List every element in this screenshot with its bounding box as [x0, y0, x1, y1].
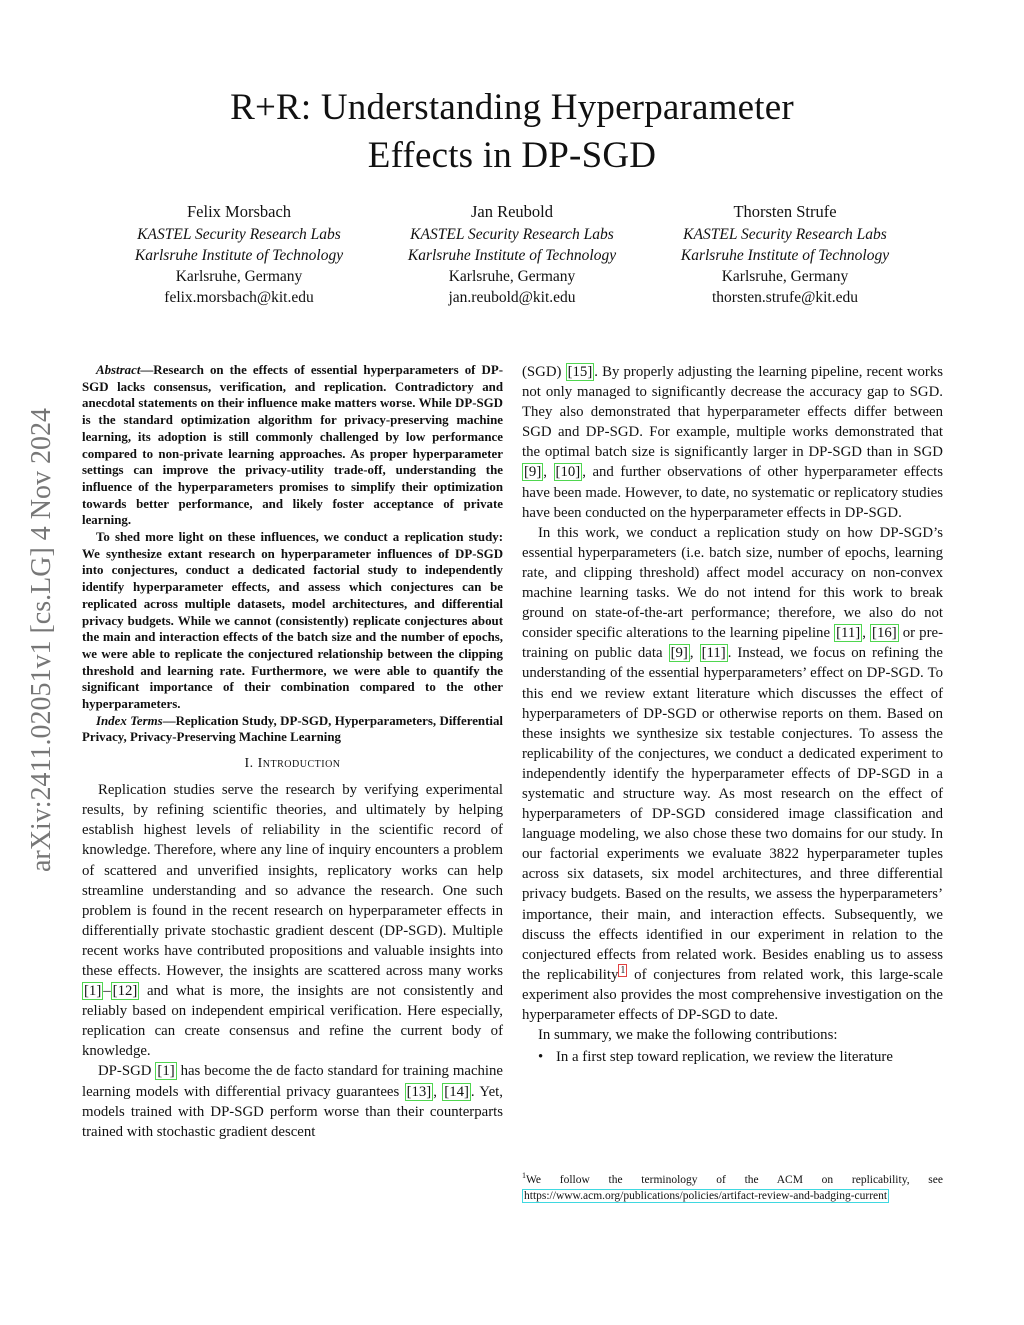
author-email: jan.reubold@kit.edu	[448, 289, 576, 306]
text-run: has become the de facto standard for training machine learning models with differential privacy guarantees	[82, 1063, 503, 1100]
intro-paragraph-1	[82, 780, 503, 1061]
left-column	[82, 362, 503, 1142]
text-run: . By properly adjusting the learning pipeline, recent works not only managed to significantly decrease the accuracy gap to SGD. They also demonstrated that hyperparameter effects differ between SGD and DP-SGD. For example, multiple works demonstrated that the optimal batch size is significantly larger in DP-SGD than in SGD	[522, 364, 944, 461]
section-title: Introduction	[257, 756, 341, 772]
citation-link[interactable]: [13]	[406, 1083, 432, 1100]
author-email: thorsten.strufe@kit.edu	[712, 289, 858, 306]
intro-left-body	[82, 780, 503, 1142]
author-lab: KASTEL Security Research Labs	[683, 226, 887, 243]
abstract-paragraph-1	[82, 362, 503, 529]
author-name: Jan Reubold	[470, 202, 554, 221]
author-2	[362, 200, 662, 308]
section-heading-introduction	[82, 756, 503, 772]
text-run: . Yet, models trained with DP-SGD perform worse than their counterparts trained with stochastic gradient descent	[82, 1083, 503, 1140]
author-institute: Karlsruhe Institute of Technology	[680, 247, 890, 264]
right-column	[522, 362, 943, 1067]
contribution-bullet	[522, 1047, 943, 1067]
text-run: of conjectures from related work, this large-scale experiment also provides the most comprehensive investigation on the hyperparameter effects of DP-SGD to date.	[522, 966, 943, 1023]
text-run: In this work, we conduct a replication study on how DP-SGD’s essential hyperparameters (i.e. batch size, number of epochs, learning rate, and clipping threshold) affect model accuracy on non-convex machine learning tasks. We do not intend for this work to break ground on state-of-the-art performance; therefore, we also do not consider specific alterations to the learning pipeline	[522, 524, 943, 642]
author-location: Karlsruhe, Germany	[721, 268, 849, 285]
index-terms	[82, 713, 503, 746]
text-run: ,	[862, 625, 871, 642]
citation-link[interactable]: [16]	[872, 625, 897, 642]
index-terms-lead: Index Terms	[96, 713, 163, 728]
author-lab: KASTEL Security Research Labs	[410, 226, 614, 243]
citation-link[interactable]: [9]	[524, 464, 542, 481]
text-run: (SGD)	[522, 364, 566, 380]
paper-title	[0, 84, 1024, 180]
text-run: ,	[689, 645, 700, 662]
citation-link[interactable]: [9]	[670, 645, 688, 662]
footnote-text: We follow the terminology of the ACM on replicability, see	[526, 1174, 943, 1186]
citation-link[interactable]: [11]	[701, 645, 726, 662]
section-number: I.	[244, 756, 258, 772]
footnote	[522, 1172, 943, 1204]
text-run: Replication studies serve the research by verifying experimental results, by refining scientific theories, and ultimately by helping establish highest levels of reliability in the scientific record of knowledge. Therefore, where any line of inquiry encounters a problem of scattered and unverified insights, replicatory works can help streamline understanding and so advance the research. One such problem is found in the recent research on hyperparameter effects in differentially private stochastic gradient descent (DP-SGD). Multiple recent works have contributed propositions and valuable insights into these effects. However, the insights are scattered across many works	[82, 782, 503, 980]
footnote-url-link[interactable]: https://www.acm.org/publications/policies/artifact-review-and-badging-current	[524, 1190, 888, 1202]
author-3	[635, 200, 935, 308]
intro-paragraph-2	[82, 1061, 503, 1141]
intro-paragraph-4	[522, 523, 943, 1025]
intro-paragraph-5: In summary, we make the following contributions:	[538, 1027, 838, 1044]
title-line-1: R+R: Understanding Hyperparameter	[230, 87, 794, 128]
footnote-mark: 1	[522, 1171, 526, 1181]
citation-link[interactable]: [1]	[157, 1063, 175, 1080]
citation-link[interactable]: [11]	[836, 625, 861, 642]
text-run: , and further observations of other hyperparameter effects have been made. However, to date, no systematic or replicatory studies have been conducted on the hyperparameter effects in DP-SGD.	[522, 464, 943, 521]
author-lab: KASTEL Security Research Labs	[137, 226, 341, 243]
text-run: or pre-training on public data	[522, 625, 943, 662]
footnote-reference[interactable]: 1	[620, 964, 626, 976]
author-location: Karlsruhe, Germany	[175, 268, 303, 285]
citation-link[interactable]: [1]	[84, 983, 102, 1000]
citation-link[interactable]: [14]	[444, 1083, 469, 1100]
author-name: Thorsten Strufe	[733, 202, 837, 221]
text-run: and what is more, the insights are not consistently and reliably based on independent empirical verification. Here especially, replication can create consensus and refine the current body of knowledge.	[82, 983, 503, 1060]
text-run: ,	[433, 1083, 443, 1100]
author-institute: Karlsruhe Institute of Technology	[134, 247, 344, 264]
citation-link[interactable]: [12]	[112, 983, 138, 1000]
author-1	[89, 200, 389, 308]
abstract-text-1: —Research on the effects of essential hyperparameters of DP-SGD lacks consensus, verification, and replication. Contradictory and anecdotal statements on their influence make matters worse. While DP-SGD is the standard optimization algorithm for privacy-preserving machine learning, its adoption is still commonly challenged by low performance compared to non-private learning approaches. As proper hyperparameter settings can improve the privacy-utility trade-off, understanding the influence of the hyperparameters promises to simplify their optimization towards better performance, and likely foster acceptance of private learning.	[82, 363, 503, 528]
author-email: felix.morsbach@kit.edu	[164, 289, 314, 306]
abstract-paragraph-2: To shed more light on these influences, we conduct a replication study: We synthesize extant research on hyperparameter influences of DP-SGD into conjectures, conduct a dedicated factorial study to independently identify hyperparameter effects, and assess which conjectures can be replicated across multiple datasets, model architectures, and differential privacy budgets. While we cannot (consistently) replicate conjectures about the main and interaction effects of the batch size and the number of epochs, we were able to replicate the conjectured relationship between the clipping threshold and learning rate. Furthermore, we were able to quantify the significant importance of their combination compared to the other hyperparameters.	[82, 530, 503, 712]
abstract-lead: Abstract	[96, 363, 141, 377]
citation-link[interactable]: [15]	[567, 364, 593, 380]
author-location: Karlsruhe, Germany	[448, 268, 576, 285]
text-run: . Instead, we focus on refining the understanding of the essential hyperparameters’ effect on DP-SGD. To this end we review extant literature which discusses the effect of hyperparameters of DP-SGD or otherwise reports on them. Based on these insights we synthesize six testable conjectures. To assess the replicability of the conjectures, we conduct a dedicated experiment to independently identify the hyperparameter effects of DP-SGD in a systematic and structure way. As most research on the effect of hyperparameters of DP-SGD considered image classification and language modeling, we also chose these two domains for our study. In our factorial experiments we evaluate 3822 hyperparameter tuples across six datasets, six model architectures, and three differential privacy budgets. Based on the results, we assess the hyperparameters’ importance, their main, and interaction effects. Subsequently, we discuss the effects identified in our experiment in relation to the conjectured effects from related work. Besides enabling us to assess the replicability	[522, 645, 944, 983]
text-run: ,	[543, 464, 554, 481]
author-institute: Karlsruhe Institute of Technology	[407, 247, 617, 264]
index-terms-text: —Replication Study, DP-SGD, Hyperparameters, Differential Privacy, Privacy-Preserving Machine Learning	[82, 713, 503, 745]
title-line-2: Effects in DP-SGD	[367, 135, 657, 176]
text-run: DP-SGD	[98, 1063, 156, 1080]
bullet-text: In a first step toward replication, we review the literature	[556, 1049, 893, 1066]
text-run: –	[103, 983, 111, 1000]
author-name: Felix Morsbach	[186, 202, 292, 221]
intro-paragraph-3	[522, 362, 943, 523]
bullet-icon: •	[538, 1049, 544, 1066]
arxiv-stamp-text: arXiv:2411.02051v1 [cs.LG] 4 Nov 2024	[26, 407, 57, 873]
arxiv-stamp	[22, 355, 62, 925]
citation-link[interactable]: [10]	[555, 464, 581, 481]
